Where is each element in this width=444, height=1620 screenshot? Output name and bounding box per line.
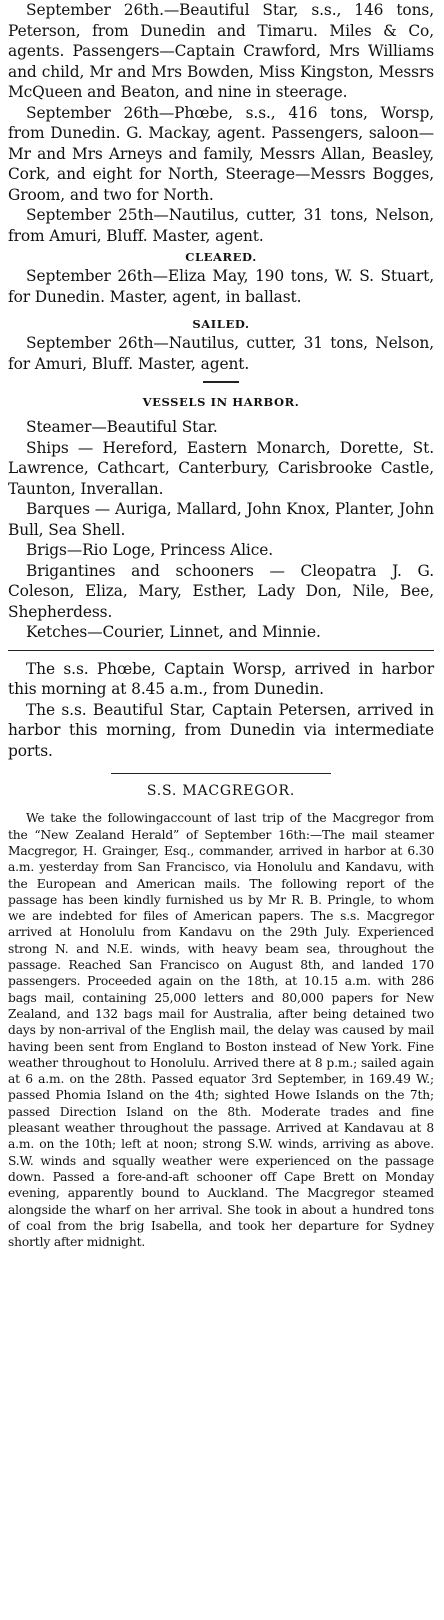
section-divider-full	[8, 650, 434, 651]
note-phoebe-arrival: The s.s. Phœbe, Captain Worsp, arrived in harbor this morning at 8.45 a.m., from Dunedin.	[8, 659, 434, 698]
vessels-brigs: Brigs—Rio Loge, Princess Alice.	[26, 541, 274, 559]
sailed-heading: SAILED.	[192, 317, 250, 331]
note-beautiful-star-arrival: The s.s. Beautiful Star, Captain Petersen, arrived in harbor this morning, from Dunedin via intermediate ports.	[8, 700, 434, 760]
macgregor-article-body: We take the followingaccount of last trip of the Macgregor from the “New Zealand Herald” of September 16th:—The mail steamer Macgregor, H. Grainger, Esq., commander, arrived in harbor at 6.30 a.m. yesterday from San Francisco, via Honolulu and Kandavu, with the European and American mails. The following report of the passage has been kindly furnished us by Mr R. B. Pringle, to whom we are indebted for files of American papers. The s.s. Macgregor arrived at Honolulu from Kandavu on the 29th July. Experienced strong N. and N.E. winds, with heavy beam sea, throughout the passage. Reached San Francisco on August 8th, and landed 170 passengers. Proceeded again on the 18th, at 10.15 a.m. with 286 bags mail, containing 25,000 letters and 80,000 papers for New Zealand, and 132 bags mail for Australia, after being detained two days by non-arrival of the English mail, the delay was caused by mail having been sent from England to Boston instead of New York. Fine weather throughout to Honolulu. Arrived there at 8 p.m.; sailed again at 6 a.m. on the 28th. Passed equator 3rd September, in 169.49 W.; passed Phomia Island on the 4th; sighted Howe Islands on the 7th; passed Direction Island on the 8th. Moderate trades and fine pleasant weather throughout the passage. Arrived at Kandavau at 8 a.m. on the 10th; left at noon; strong S.W. winds, arriving as above. S.W. winds and squally weather were experienced on the passage down. Passed a fore-and-aft schooner off Cape Brett on Monday evening, apparently bound to Auckland. The Macgregor steamed alongside the wharf on her arrival. She took in about a hundred tons of coal from the brig Isabella, and took her departure for Sydney shortly after midnight.	[8, 811, 434, 1250]
arrival-entry-beautiful-star: September 26th.—Beautiful Star, s.s., 146 tons, Peterson, from Dunedin and Timaru. Miles & Co, agents. Passengers—Captain Crawford, Mrs Williams and child, Mr and Mrs Bowden, Miss Kingston, Messrs McQueen and Beaton, and nine in steerage.	[8, 1, 434, 101]
macgregor-heading: S.S. MACGREGOR.	[146, 783, 296, 800]
section-divider	[203, 381, 239, 383]
vessels-steamers: Steamer—Beautiful Star.	[26, 418, 218, 436]
newspaper-column	[8, 0, 434, 1250]
arrival-entry-nautilus: September 25th—Nautilus, cutter, 31 tons, Nelson, from Amuri, Bluff. Master, agent.	[8, 206, 434, 245]
vessels-brigantines-schooners: Brigantines and schooners — Cleopatra J. G. Coleson, Eliza, Mary, Esther, Lady Don, Nile, Bee, Shepherdess.	[8, 561, 434, 621]
arrival-entry-phoebe: September 26th—Phœbe, s.s., 416 tons, Worsp, from Dunedin. G. Mackay, agent. Passengers, saloon—Mr and Mrs Arneys and family, Messrs Allan, Beasley, Cork, and eight for North, Steerage—Messrs Bogges, Groom, and two for North.	[8, 103, 434, 204]
vessels-ketches: Ketches—Courier, Linnet, and Minnie.	[26, 623, 321, 641]
section-divider-mid	[111, 773, 331, 774]
sailed-entry-nautilus: September 26th—Nautilus, cutter, 31 tons, Nelson, for Amuri, Bluff. Master, agent.	[8, 334, 434, 373]
cleared-heading: CLEARED.	[185, 250, 257, 264]
cleared-entry-eliza-may: September 26th—Eliza May, 190 tons, W. S. Stuart, for Dunedin. Master, agent, in ballast.	[8, 267, 434, 306]
vessels-barques: Barques — Auriga, Mallard, John Knox, Planter, John Bull, Sea Shell.	[8, 500, 434, 539]
vessels-in-harbor-heading: VESSELS IN HARBOR.	[142, 395, 300, 409]
vessels-ships: Ships — Hereford, Eastern Monarch, Dorette, St. Lawrence, Cathcart, Canterbury, Carisbrooke Castle, Taunton, Inverallan.	[8, 438, 434, 498]
